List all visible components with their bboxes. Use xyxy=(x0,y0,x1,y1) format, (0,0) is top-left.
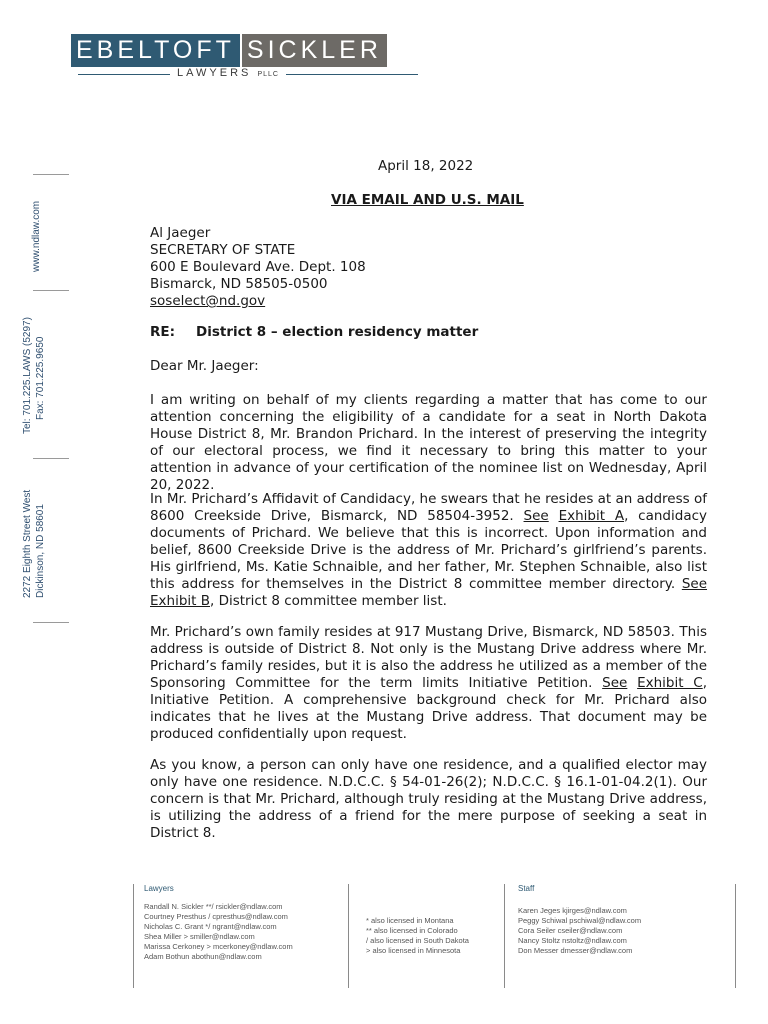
subject-line xyxy=(150,324,478,341)
recipient-line: Bismarck, ND 58505-0500 xyxy=(150,276,328,292)
recipient-email[interactable]: soselect@nd.gov xyxy=(150,293,266,309)
paragraph-3: Mr. Prichard’s own family resides at 917 Mustang Drive, Bismarck, ND 58503. This address is outside of District 8. Not only is the Mustang Drive address where Mr. Prichard’s family resides, but it is also the address he utilized as a member of the Sponsoring Committee for the term limits Initiative Petition. See Exhibit C, Initiative Petition. A comprehensive background check for Mr. Prichard also indicates that he lives at the Mustang Drive address. That document may be produced confidentially upon request. xyxy=(150,624,707,742)
letter-date: April 18, 2022 xyxy=(378,158,474,174)
recipient-line: Al Jaeger xyxy=(150,225,211,241)
sidebar-website: www.ndlaw.com xyxy=(31,200,42,272)
paragraph-1: I am writing on behalf of my clients regarding a matter that has come to our attention concerning the eligibility of a candidate for a seat in North Dakota House District 8, Mr. Brandon Prichard. In the interest of preserving the integrity of our electoral process, we find it necessary to bring this matter to your attention in advance of your certification of the nominee list on Wednesday, April 20, 2022. xyxy=(150,392,707,493)
sidebar-divider xyxy=(33,290,69,291)
paragraph-2: In Mr. Prichard’s Affidavit of Candidacy, he swears that he resides at an address of 8600 Creekside Drive, Bismarck, ND 58504-3952. See Exhibit A, candidacy documents of Prichard. We believe that this is incorrect. Upon information and belief, 8600 Creekside Drive is the address of Mr. Prichard’s girlfriend’s parents. His girlfriend, Ms. Katie Schnaible, and her father, Mr. Stephen Schnaible, also list this address for themselves in the District 8 committee member directory. See Exhibit B, District 8 committee member list. xyxy=(150,491,708,609)
staff-entry: Don Messer dmesser@ndlaw.com xyxy=(518,946,633,955)
see-reference: See xyxy=(523,508,549,524)
lawyer-entry: Courtney Presthus / cpresthus@ndlaw.com xyxy=(144,912,288,921)
footer-divider xyxy=(348,884,349,988)
staff-entry: Cora Seiler cseiler@ndlaw.com xyxy=(518,926,623,935)
footer-divider xyxy=(504,884,505,988)
paragraph-4: As you know, a person can only have one residence, and a qualified elector may only have one residence. N.D.C.C. § 54-01-26(2); N.D.C.C. § 16.1-01-04.2(1). Our concern is that Mr. Prichard, although truly residing at the Mustang Drive address, is utilizing the address of a friend for the mere purpose of seeking a seat in District 8. xyxy=(150,757,707,841)
footer-lawyers-list xyxy=(144,902,293,962)
footer-staff-list xyxy=(518,906,641,956)
recipient-address xyxy=(150,225,366,310)
lawyer-entry: Randall N. Sickler **/ rsickler@ndlaw.com xyxy=(144,902,283,911)
recipient-line: SECRETARY OF STATE xyxy=(150,242,296,258)
logo-name-right: SICKLER xyxy=(242,34,387,67)
license-note: / also licensed in South Dakota xyxy=(366,936,469,945)
sidebar-fax: Fax: 701.225.9650 xyxy=(35,336,46,420)
footer-lawyers-title: Lawyers xyxy=(144,884,174,893)
recipient-line: 600 E Boulevard Ave. Dept. 108 xyxy=(150,259,366,275)
sidebar-street: 2272 Eighth Street West xyxy=(22,489,33,598)
subject-text: District 8 – election residency matter xyxy=(196,324,479,340)
sidebar-divider xyxy=(33,622,69,623)
license-note: > also licensed in Minnesota xyxy=(366,946,461,955)
exhibit-a-reference: Exhibit A xyxy=(558,508,625,524)
subject-label: RE: xyxy=(150,324,176,340)
sidebar-divider xyxy=(33,174,69,175)
see-reference: See xyxy=(602,675,628,691)
logo-subtitle-suffix: PLLC xyxy=(257,71,279,78)
see-reference: See xyxy=(681,576,708,592)
license-note: ** also licensed in Colorado xyxy=(366,926,458,935)
staff-entry: Peggy Schiwal pschiwal@ndlaw.com xyxy=(518,916,642,925)
exhibit-c-reference: Exhibit C xyxy=(637,675,703,691)
license-note: * also licensed in Montana xyxy=(366,916,454,925)
footer-divider xyxy=(133,884,134,988)
staff-entry: Karen Jeges kjirges@ndlaw.com xyxy=(518,906,627,915)
sidebar-divider xyxy=(33,458,69,459)
footer-divider xyxy=(735,884,736,988)
staff-entry: Nancy Stoltz nstoltz@ndlaw.com xyxy=(518,936,627,945)
logo-subtitle: LAWYERS PLLC xyxy=(170,67,286,79)
lawyer-entry: Marissa Cerkoney > mcerkoney@ndlaw.com xyxy=(144,942,293,951)
sidebar-city: Dickinson, ND 58601 xyxy=(35,504,46,598)
sidebar-tel: Tel: 701.225.LAWS (5297) xyxy=(22,317,33,434)
exhibit-b-reference: Exhibit B xyxy=(150,593,210,609)
firm-logo xyxy=(71,34,387,67)
delivery-method: VIA EMAIL AND U.S. MAIL xyxy=(331,192,524,208)
lawyer-entry: Adam Bothun abothun@ndlaw.com xyxy=(144,952,262,961)
lawyer-entry: Shea Miller > smiller@ndlaw.com xyxy=(144,932,255,941)
footer-license-notes xyxy=(366,916,469,956)
lawyer-entry: Nicholas C. Grant */ ngrant@ndlaw.com xyxy=(144,922,277,931)
salutation: Dear Mr. Jaeger: xyxy=(150,358,259,374)
footer-staff-title: Staff xyxy=(518,884,535,893)
logo-name-left: EBELTOFT xyxy=(71,34,240,67)
